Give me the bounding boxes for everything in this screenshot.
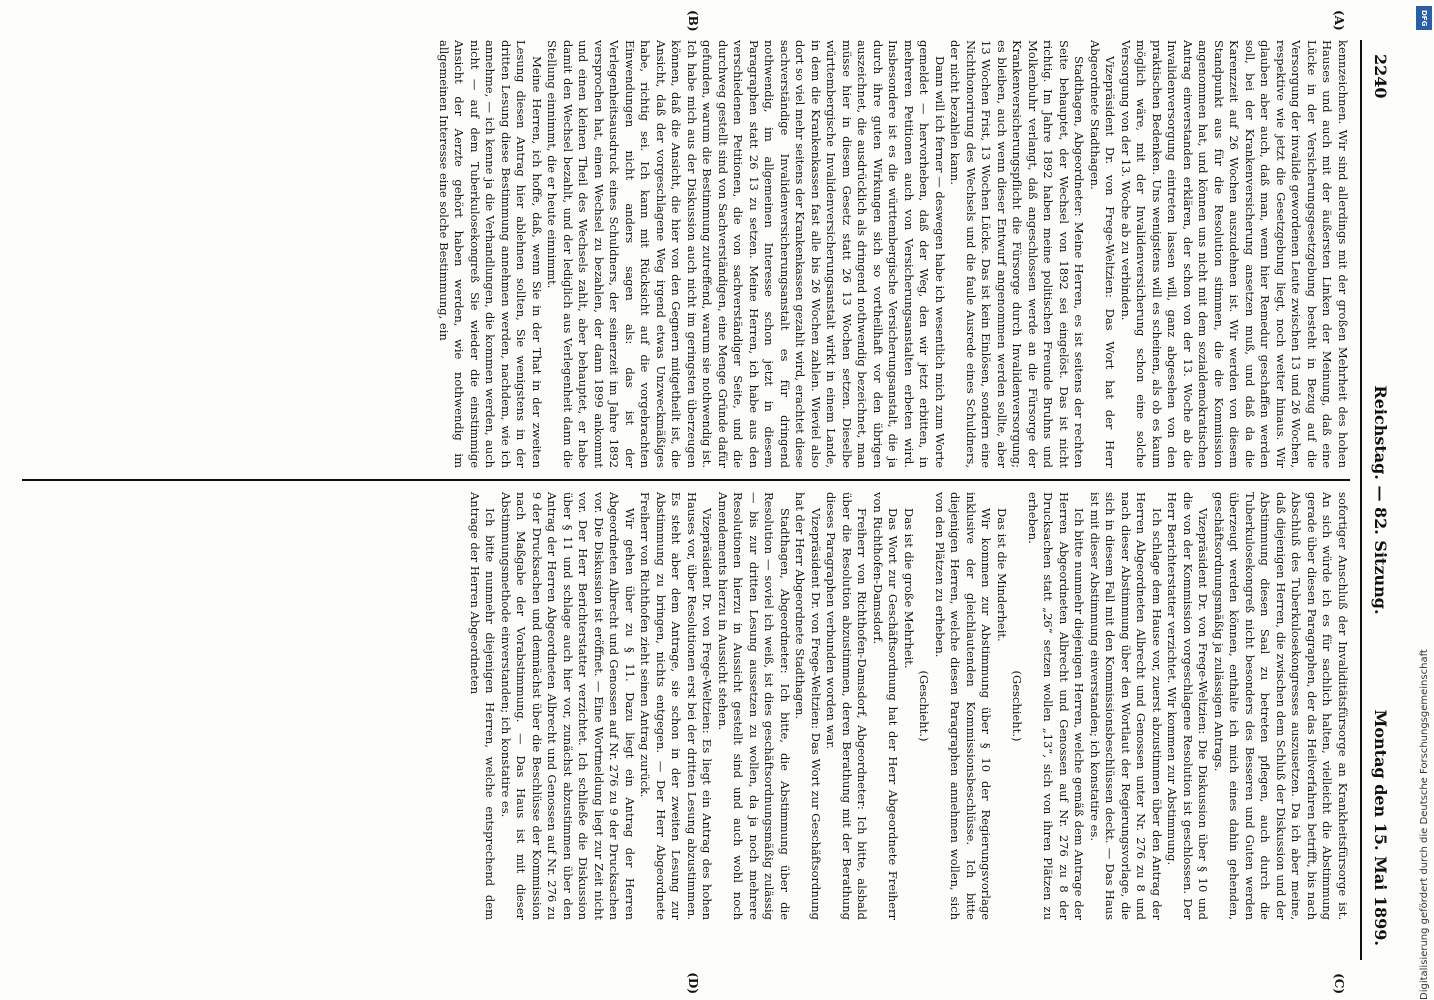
paragraph: Ich bitte nunmehr diejenigen Herren, welche entsprechend dem Antrage der Herren Abgeordneten	[468, 492, 498, 920]
paragraph: Das Wort zur Geschäftsordnung hat der Herr Abgeordnete Freiherr von Richthofen-Damsdorf.	[871, 492, 901, 920]
text-columns	[22, 10, 1350, 994]
right-column	[22, 492, 1350, 920]
margin-marker-a: (A)	[1332, 10, 1346, 31]
speaker-paragraph: Freiherr von Richthofen-Damsdorf, Abgeordneter: Ich bitte, alsbald über die Resolution abzustimmen, deren Berathung mit der Berathung dieses Paragraphen verbunden worden war.	[824, 492, 870, 920]
paragraph: Meine Herren, ich hoffe, daß, wenn Sie in der That in der zweiten Lesung diesen Antrag hier ablehnen sollten, Sie wenigstens in der dritten Lesung diese Bestimmung annehmen werden, nachdem, wie ich annehme, — ich kenne ja die Verhandlungen, die kommen werden, auch nicht — auf dem Tuberkulosekongreß Sie wieder die einstimmige Ansicht der Aerzte gehört haben werden, wie nothwendig im allgemeinen Interesse eine solche Bestimmung, ein	[437, 40, 544, 468]
left-column	[22, 40, 1350, 468]
paragraph: Ich bitte nunmehr diejenigen Herren, welche gemäß dem Antrage der Herren Abgeordneten Albrecht und Genossen auf Nr. 276 zu 8 der Drucksachen statt „26“ setzen wollen „13“, sich von ihren Plätzen zu erheben.	[1026, 492, 1087, 920]
paragraph: sofortiger Anschluß der Invaliditätsfürsorge an Krankheitsfürsorge ist. An sich würde ich es für sachlich halten, vielleicht die Abstimmung gerade über diesen Paragraphen, der das Heilverfahren betrifft, bis nach Abschluß des Tuberkulosekongresses auszusetzen. Da ich aber meine, daß diejenigen Herren, die zwischen dem Schluß der Diskussion und der Abstimmung diesen Saal zu betreten pflegen, auch durch die Tuberkulosekongreß nicht besonders des Besseren und Guten werden überzeugt werden können, enthalte ich mich eines dahin gehenden, geschäftsordnungsmäßig ja zulässigen Antrags.	[1212, 492, 1350, 920]
dfg-logo: DFG	[1416, 6, 1432, 30]
paragraph: Das ist die Minderheit.	[995, 508, 1009, 642]
paragraph: Wir gehen über zu § 11. Dazu liegt ein Antrag der Herren Abgeordneten Albrecht und Genossen auf Nr. 276 zu 9 der Drucksachen vor. Die Diskussion ist eröffnet. — Eine Wortmeldung liegt zur Zeit nicht vor. Der Herr Berichterstatter verzichtet. Ich schließe die Diskussion über § 11 und schlage auch hier vor, zunächst abzustimmen über den Antrag der Herren Abgeordneten Albrecht und Genossen auf Nr. 276 zu 9 der Drucksachen und demnächst über die Beschlüsse der Kommission nach Maßgabe der Vorabstimmung. — Das Haus ist mit dieser Abstimmungsmethode einverstanden; ich konstatire es.	[499, 492, 637, 920]
funding-note: Digitalisierung gefördert durch die Deutsche Forschungsgemeinschaft	[1419, 649, 1430, 1000]
paragraph: Dann will ich ferner — deswegen habe ich wesentlich mich zum Worte gemeldet — hervorheben, daß der Weg, den wir jetzt erbitten, in mehreren Petitionen auch von Versicherungsanstalten erbeten wird. Insbesondere ist es die württembergische Versicherungsanstalt, die ja durch ihre guten Wirkungen sich so vortheilhaft vor den übrigen auszeichnet, die ausdrücklich als dringend nothwendig bezeichnet, man müsse hier in diesem Gesetz statt 26 13 Wochen setzen. Dieselbe württembergische Invalidenversicherungsanstalt wirkt in einem Lande, in dem die Krankenkassen fast alle bis 26 Wochen zahlen. Wieviel also dort so viel mehr seitens der Krankenkassen gezahlt wird, erachtet diese sachverständige Invalidenversicherungsanstalt es für dringend nothwendig, im allgemeinen Interesse schon jetzt in diesem Paragraphen statt 26 13 zu setzen. Meine Herren, ich habe aus den verschiedenen Petitionen, die von sachverständiger Seite, und die durchweg gestellt sind von Sachverständigen, eine Menge Gründe dafür gefunden, warum die Bestimmung zutreffend, warum sie nothwendig ist. Ich habe mich aus der Diskussion auch nicht im geringsten überzeugen können, daß die Ansicht, die hier von den Gegnern mitgetheilt ist, die Ansicht, daß der vorgeschlagene Weg irgend etwas Unzweckmäßiges habe, richtig sei. Ich kann mit Rücksicht auf die vorgebrachten Einwendungen nicht anders sagen als: das ist der Verlegenheitsausdruck eines Schuldners, der seinerzeit im Jahre 1892 versprochen hat, einen Wechsel zu bezahlen, der dann 1899 ankommt und einen kleinen Theil des Wechsels zahlt, aber behauptet, er habe damit den Wechsel bezahlt, und der lediglich aus Verlegenheit dann die Stellung einnimmt, die er heute einnimmt.	[545, 40, 947, 468]
speaker-paragraph: Vizepräsident Dr. von Frege-Weltzien: Das Wort hat der Herr Abgeordnete Stadthagen.	[1088, 40, 1118, 468]
speaker-paragraph: Stadthagen, Abgeordneter: Ich bitte, die Abstimmung über die Resolution — soviel ich weiß, ist dies geschäftsordnungsmäßig zulässig — bis zur dritten Lesung aussetzen zu wollen, da ja noch mehrere Resolutionen hierzu in Aussicht gestellt sind und auch wohl noch Amendements hierzu in Aussicht stehen.	[716, 492, 792, 920]
paragraph: Wir kommen zur Abstimmung über § 10 der Regierungsvorlage inklusive der gleichlautenden Kommissionsbeschlüsse. Ich bitte diejenigen Herren, welche diesen Paragraphen annehmen wollen, sich von den Plätzen zu erheben.	[933, 492, 994, 920]
stage-direction: (Geschieht.)	[1010, 670, 1025, 742]
speaker-paragraph: Vizepräsident Dr. von Frege-Weltzien: Die Diskussion über § 10 und die von der Kommission vorgeschlagene Resolution ist geschlossen. Der Herr Berichterstatter verzichtet. Wir kommen zur Abstimmung.	[1165, 492, 1211, 920]
digitization-sidebar	[1412, 0, 1434, 1000]
paragraph: Stadthagen, Abgeordneter: Meine Herren, es ist seitens der rechten Seite behauptet, der Wechsel von 1892 sei eingelöst. Das ist nicht richtig. Im Jahre 1892 haben meine politischen Freunde Bruhns und Molkenbuhr verlangt, daß angeschlossen werde an die Fürsorge der Krankenversicherungspflicht die Fürsorge durch Invalidenversorgung; es bleiben, auch wenn dieser Entwurf angenommen werden sollte, aber 13 Wochen Frist, 13 Wochen Lücke. Das ist kein Einlösen, sondern eine Nichthonorirung des Wechsels und die faule Ausrede eines Schuldners, der nicht bezahlen kann.	[948, 40, 1087, 468]
page-number: 2240	[1371, 54, 1390, 99]
margin-marker-b: (B)	[686, 10, 700, 32]
column-divider	[22, 479, 1350, 481]
stage-direction: (Geschieht.)	[917, 670, 932, 742]
paragraph: Das ist die große Mehrheit.	[902, 508, 916, 669]
paragraph: kennzeichnen. Wir sind allerdings mit der großen Mehrheit des hohen Hauses und auch mit der äußersten Linken der Meinung, daß eine Lücke in der Versicherungsgesetzgebung besteht in Bezug auf die Versorgung der invalide gewordenen Leute zwischen 13 und 26 Wochen, respektive wie jetzt die Gesetzgebung liegt, noch weiter hinaus. Wir glauben aber auch, daß man, wenn hier Remedur geschaffen werden soll, bei der Krankenversicherung ansetzen muß, und daß da die Karenzzeit auf 26 Wochen auszudehnen ist. Wir werden von diesem Standpunkt aus für die Resolution stimmen, die die Kommission angenommen hat, und können uns nicht mit dem sozialdemokratischen Antrag einverstanden erklären, der schon von der 13. Woche ab die Invalidenversorgung eintreten lassen will, ganz abgesehen von den praktischen Bedenken. Uns wenigstens will es scheinen, als ob es kaum möglich wäre, mit der Invalidenversicherung schon eine solche Versorgung von der 13. Woche ab zu verbinden.	[1119, 40, 1350, 468]
page-header	[1360, 40, 1396, 960]
session-title: Reichstag. — 82. Sitzung.	[1371, 385, 1390, 615]
session-date: Montag den 15. Mai 1899.	[1371, 709, 1390, 946]
paragraph: Ich schlage dem Hause vor, zuerst abzustimmen über den Antrag der Herren Abgeordneten Albrecht und Genossen unter Nr. 276 zu 8 und nach dieser Abstimmung über den Wortlaut der Regierungsvorlage, die sich in diesem Fall mit den Kommissionsbeschlüssen deckt. — Das Haus ist mit dieser Abstimmung einverstanden; ich konstatire es.	[1088, 492, 1164, 920]
speaker-paragraph: Vizepräsident Dr. von Frege-Weltzien: Es liegt ein Antrag des hohen Hauses vor, über Resolutionen erst bei der dritten Lesung abzustimmen. Es steht aber dem Antrage, sie schon in der zweiten Lesung zur Abstimmung zu bringen, nichts entgegen. — Der Herr Abgeordnete Freiherr von Richthofen zieht seinen Antrag zurück.	[638, 492, 715, 920]
margin-marker-d: (D)	[686, 972, 700, 994]
speaker-paragraph: Vizepräsident Dr. von Frege-Weltzien: Das Wort zur Geschäftsordnung hat der Herr Abgeordnete Stadthagen.	[793, 492, 823, 920]
margin-marker-c: (C)	[1332, 973, 1346, 994]
